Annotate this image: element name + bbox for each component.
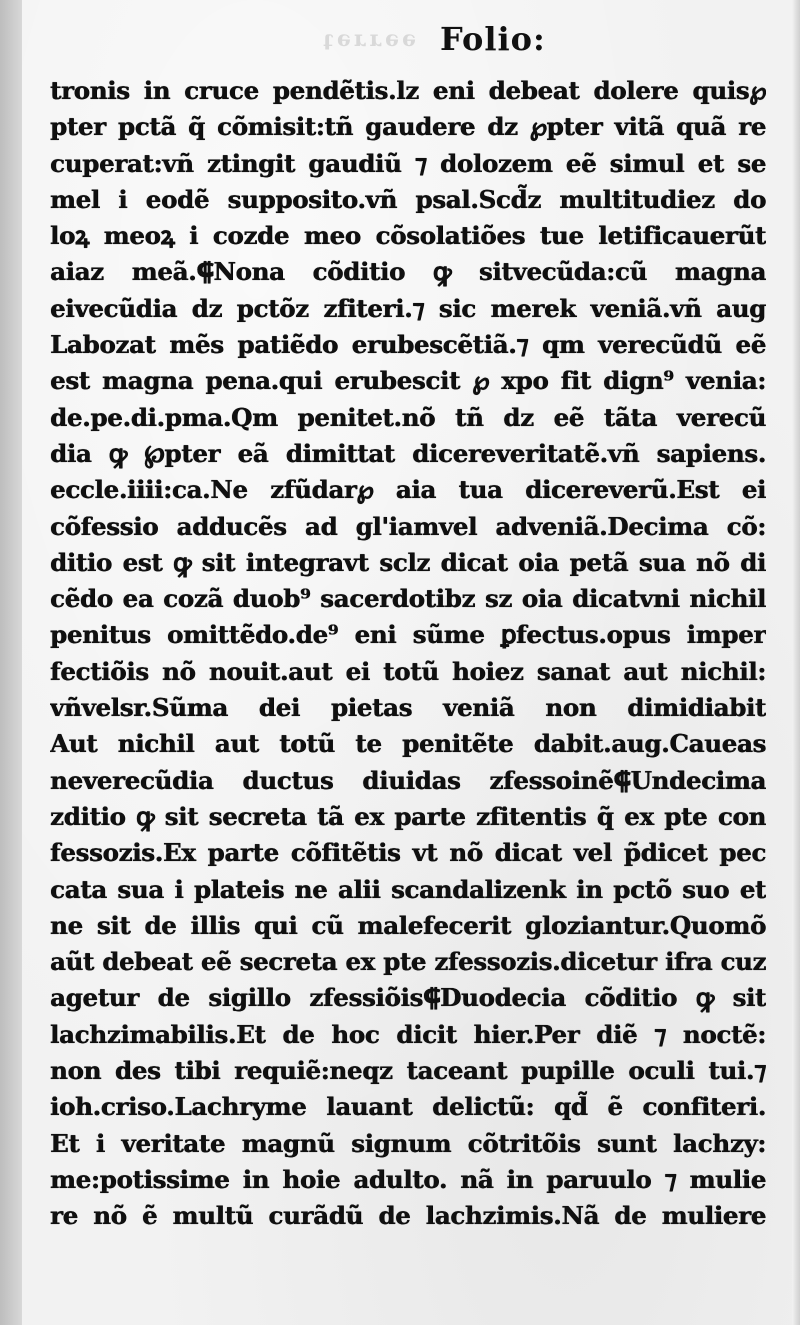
text-line: fectiõis nõ nouit.aut ei totũ hoiez sanat aut nichil: <box>50 656 766 686</box>
text-line: me:potissime in hoie adulto. nã in paruulo ⁊ mulie <box>50 1164 766 1194</box>
text-line: est magna pena.qui erubescit ℘ xpo fit dign⁹ venia: <box>50 366 766 396</box>
text-line: vñvelsr.Sũma dei pietas veniã non dimidiabit <box>50 693 766 723</box>
text-line: dia ꝙ ℘pter eã dimittat dicereveritatẽ.vñ sapiens. <box>50 438 766 468</box>
text-line: ioh.criso.Lachryme lauant delictũ: qd̃ ẽ confiteri. <box>50 1092 766 1122</box>
text-line: aũt debeat eẽ secreta ex pte zfessozis.dicetur ifra cuz <box>50 947 766 977</box>
text-line: Et i veritate magnũ signum cõtritõis sunt lachzy: <box>50 1128 766 1158</box>
text-line: Labozat mẽs patiẽdo erubescẽtiã.⁊ qm verecũdũ eẽ <box>50 330 766 360</box>
text-line: penitus omittẽdo.de⁹ eni sũme ꝑfectus.opus imper <box>50 620 766 650</box>
page-edge-right <box>792 0 800 1325</box>
folio-header: Folio: <box>440 20 546 58</box>
text-line: re nõ ẽ multũ curãdũ de lachzimis.Nã de muliere <box>50 1201 766 1231</box>
text-line: cuperat:vñ ztingit gaudiũ ⁊ dolozem eẽ simul et se <box>50 148 766 178</box>
text-line: non des tibi requiẽ:neqz taceant pupille oculi tui.⁊ <box>50 1056 766 1086</box>
text-line: lachzimabilis.Et de hoc dicit hier.Per diẽ ⁊ noctẽ: <box>50 1019 766 1049</box>
text-line: ditio est ꝙ sit integravt sclz dicat oia petã sua nõ di <box>50 547 766 577</box>
text-line: loꝝ meoꝝ i cozde meo cõsolatiões tue letificauerũt <box>50 221 766 251</box>
text-line: zditio ꝙ sit secreta tã ex parte zfitentis q̃ ex pte con <box>50 801 766 831</box>
text-line: tronis in cruce pendẽtis.lz eni debeat dolere quis℘ <box>50 76 766 105</box>
bleed-through-mark: ǝǝɹɹǝʇ <box>320 26 416 52</box>
text-line: agetur de sigillo zfessiõis⸿Duodecia cõditio ꝙ sit <box>50 983 766 1013</box>
text-line: mel i eodẽ supposito.vñ psal.Scd̃z multitudiez do <box>50 184 766 214</box>
body-text <box>50 73 766 1235</box>
text-line: de.pe.di.pma.Qm penitet.nõ tñ dz eẽ tãta verecũ <box>50 402 766 432</box>
text-line: pter pctã q̃ cõmisit:tñ gaudere dz ℘pter vitã quã re <box>50 112 766 142</box>
text-line: cẽdo ea cozã duob⁹ sacerdotibz sz oia dicatvni nichil <box>50 584 766 614</box>
text-line: neverecũdia ductus diuidas zfessoinẽ⸿Undecima <box>50 765 766 795</box>
text-line: cõfessio adducẽs ad gl'iamvel adveniã.Decima cõ: <box>50 511 766 541</box>
page-edge-left <box>0 0 22 1325</box>
text-line: Aut nichil aut totũ te penitẽte dabit.aug.Caueas <box>50 729 766 759</box>
text-line: aiaz meã.⸿Nona cõditio ꝙ sitvecũda:cũ magna <box>50 257 766 287</box>
text-line: ne sit de illis qui cũ malefecerit gloziantur.Quomõ <box>50 910 766 940</box>
text-line: fessozis.Ex parte cõfitẽtis vt nõ dicat vel p̃dicet pec <box>50 838 766 868</box>
text-line: eccle.iiii:ca.Ne zfũdar℘ aia tua dicereverũ.Est ei <box>50 475 766 505</box>
text-line: eivecũdia dz pctõz zfiteri.⁊ sic merek veniã.vñ aug <box>50 293 766 323</box>
text-line: cata sua i plateis ne alii scandalizenk in pctõ suo et <box>50 874 766 904</box>
